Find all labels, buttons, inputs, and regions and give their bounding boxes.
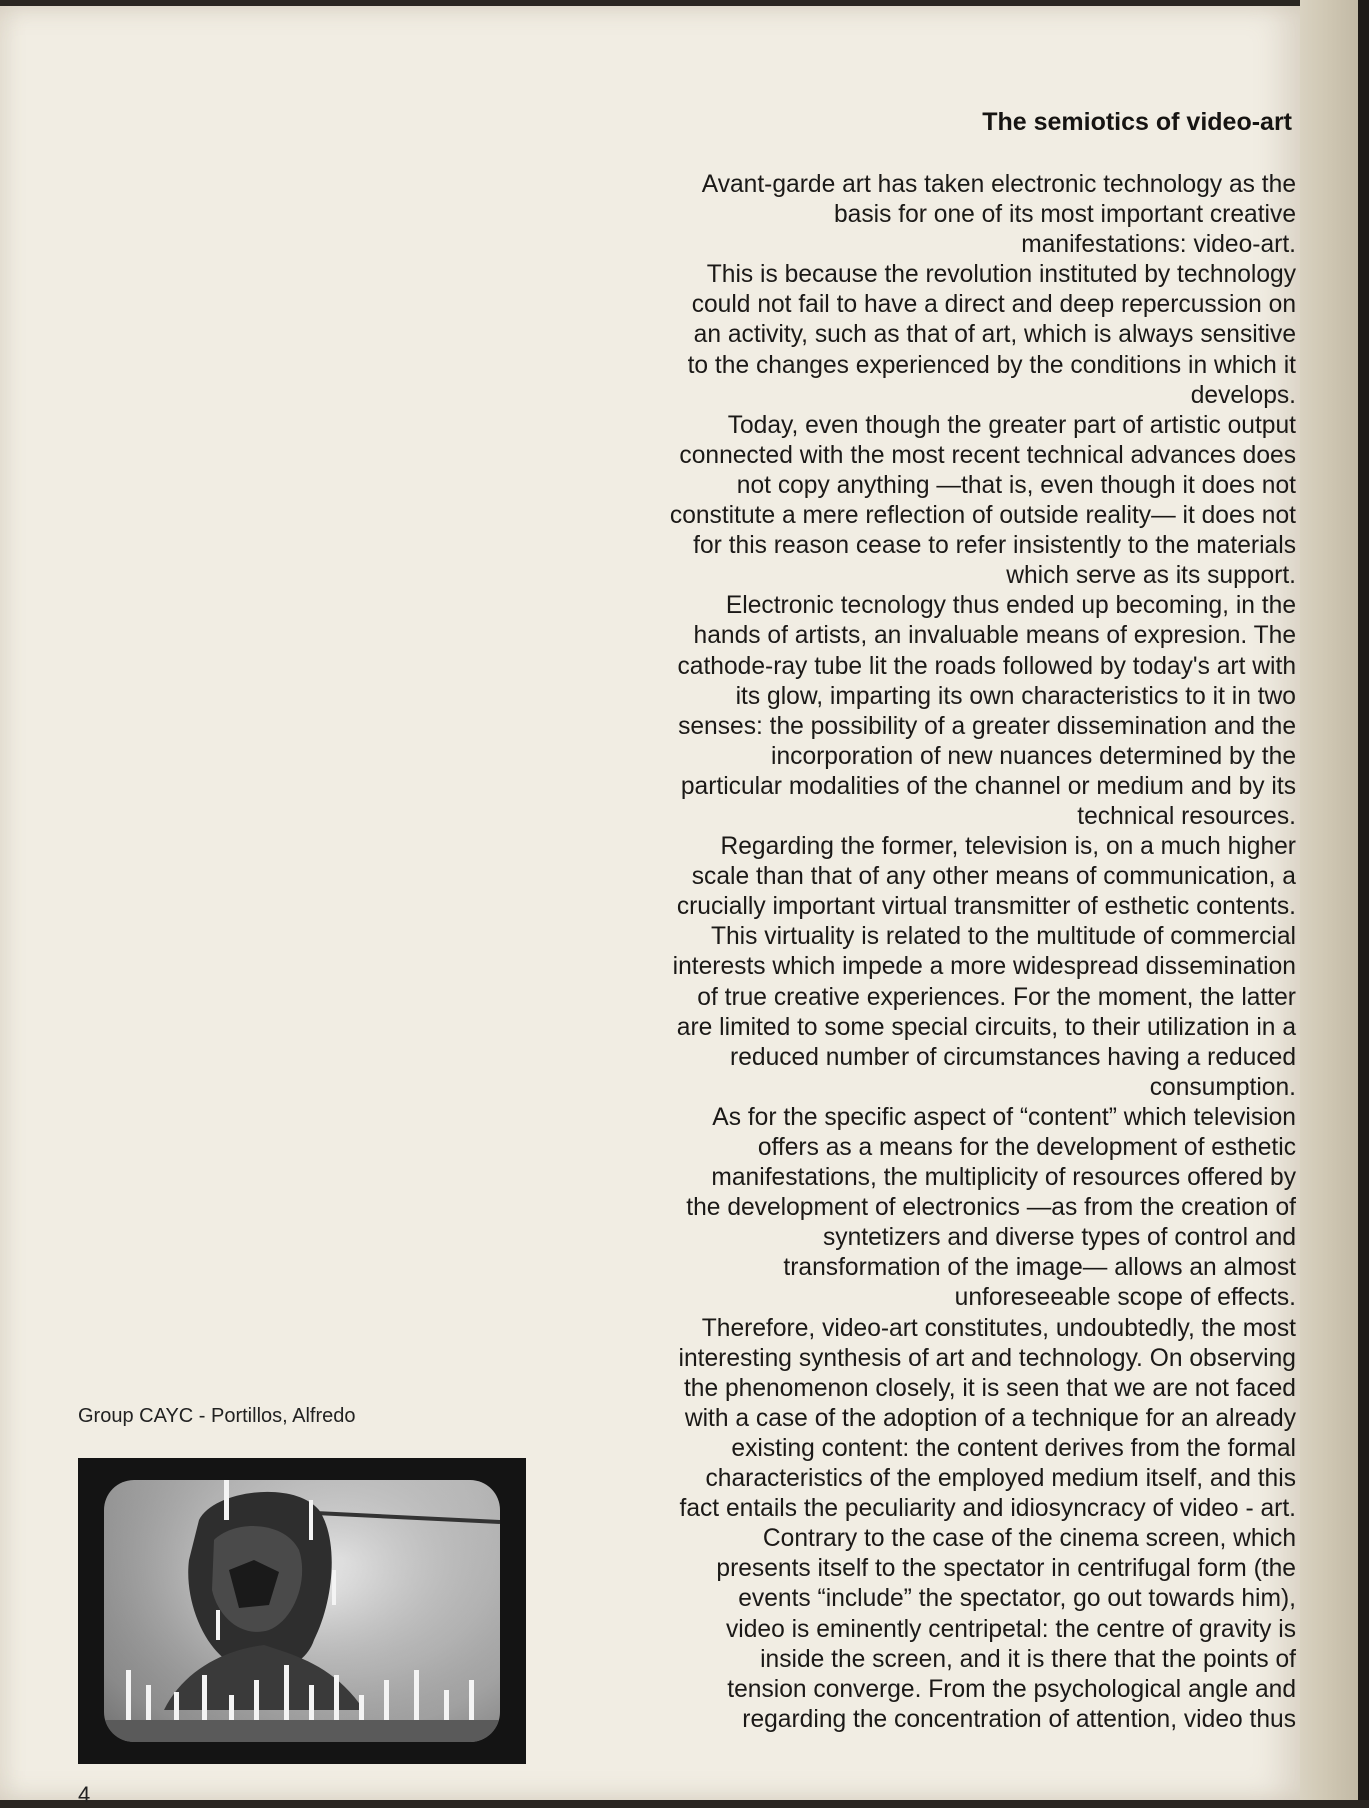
article-line: of true creative experiences. For the moment, the latter	[697, 983, 1296, 1011]
candles-sculpture-image	[104, 1480, 500, 1742]
article-line: Today, even though the greater part of artistic output	[727, 411, 1296, 439]
article-line: tension converge. From the psychological angle and	[727, 1675, 1296, 1703]
article-line: the phenomenon closely, it is seen that we are not faced	[683, 1374, 1296, 1402]
article-line: manifestations: video-art.	[1021, 231, 1296, 259]
page-number: 4	[78, 1782, 91, 1807]
article-body	[556, 170, 1296, 1735]
article-line: Electronic tecnology thus ended up becoming, in the	[725, 592, 1296, 620]
article-line: cathode-ray tube lit the roads followed by today's art with	[677, 652, 1296, 680]
article-line: hands of artists, an invaluable means of expresion. The	[693, 622, 1296, 650]
article-line: syntetizers and diverse types of control and	[823, 1224, 1296, 1252]
article-line: Regarding the former, television is, on a much higher	[720, 833, 1296, 861]
article-line: events “include” the spectator, go out towards him),	[738, 1585, 1296, 1613]
article-line: for this reason cease to refer insistently to the materials	[693, 532, 1296, 560]
article-line: presents itself to the spectator in centrifugal form (the	[716, 1555, 1296, 1583]
article-line: are limited to some special circuits, to their utilization in a	[676, 1013, 1296, 1041]
article-line: Avant-garde art has taken electronic technology as the	[701, 171, 1296, 198]
article-line: offers as a means for the development of esthetic	[757, 1134, 1296, 1161]
article-line: connected with the most recent technical advances does	[679, 441, 1296, 469]
article-line: senses: the possibility of a greater dissemination and the	[678, 712, 1296, 740]
article-line: fact entails the peculiarity and idiosyncracy of video - art.	[679, 1495, 1296, 1523]
article-line: scale than that of any other means of communication, a	[691, 863, 1296, 891]
article-line: crucially important virtual transmitter of esthetic contents.	[676, 893, 1296, 921]
article-line: constitute a mere reflection of outside reality— it does not	[669, 502, 1296, 530]
article-line: This is because the revolution instituted by technology	[706, 261, 1296, 289]
article-line: an activity, such as that of art, which is always sensitive	[693, 321, 1296, 349]
article-line: technical resources.	[1077, 802, 1296, 830]
book-spine	[1358, 0, 1369, 1800]
article-line: Therefore, video-art constitutes, undoubtedly, the most	[701, 1314, 1296, 1342]
article-line: with a case of the adoption of a technique for an already	[684, 1404, 1296, 1432]
tv-screen-image	[104, 1480, 500, 1742]
article-line: which serve as its support.	[1006, 562, 1296, 590]
article-line: particular modalities of the channel or medium and by its	[680, 772, 1296, 800]
article-line: transformation of the image— allows an almost	[783, 1254, 1296, 1282]
article-line: consumption.	[1149, 1073, 1296, 1101]
article-line: regarding the concentration of attention, video thus	[742, 1705, 1296, 1733]
article-line: Contrary to the case of the cinema screen, which	[762, 1525, 1296, 1553]
article-line: not copy anything —that is, even though it does not	[736, 471, 1296, 499]
article-line: As for the specific aspect of “content” which television	[712, 1103, 1296, 1131]
article-line: video is eminently centripetal: the centre of gravity is	[725, 1615, 1296, 1643]
article-line: basis for one of its most important creative	[833, 201, 1296, 229]
article-line: reduced number of circumstances having a reduced	[730, 1043, 1296, 1071]
article-title: The semiotics of video-art	[982, 108, 1292, 136]
article-line: to the changes experienced by the conditions in which it	[687, 351, 1296, 379]
article-line: existing content: the content derives from the formal	[731, 1434, 1296, 1462]
figure-caption: Group CAYC - Portillos, Alfredo	[78, 1405, 356, 1427]
article-line: interests which impede a more widespread dissemination	[672, 953, 1296, 981]
article-line: characteristics of the employed medium itself, and this	[705, 1465, 1296, 1493]
article-line: This virtuality is related to the multitude of commercial	[710, 923, 1296, 951]
article-line: the development of electronics —as from the creation of	[686, 1194, 1296, 1222]
article-line: develops.	[1190, 381, 1296, 409]
article-line: could not fail to have a direct and deep repercussion on	[691, 291, 1296, 319]
tv-screen-photo	[78, 1458, 526, 1764]
article-line: unforeseeable scope of effects.	[954, 1284, 1296, 1312]
article-line: inside the screen, and it is there that the points of	[760, 1645, 1296, 1673]
article-line: incorporation of new nuances determined by the	[771, 742, 1296, 770]
article-line: interesting synthesis of art and technology. On observing	[678, 1344, 1296, 1372]
article-line: manifestations, the multiplicity of resources offered by	[711, 1164, 1296, 1192]
article-line: its glow, imparting its own characteristics to it in two	[735, 682, 1296, 710]
